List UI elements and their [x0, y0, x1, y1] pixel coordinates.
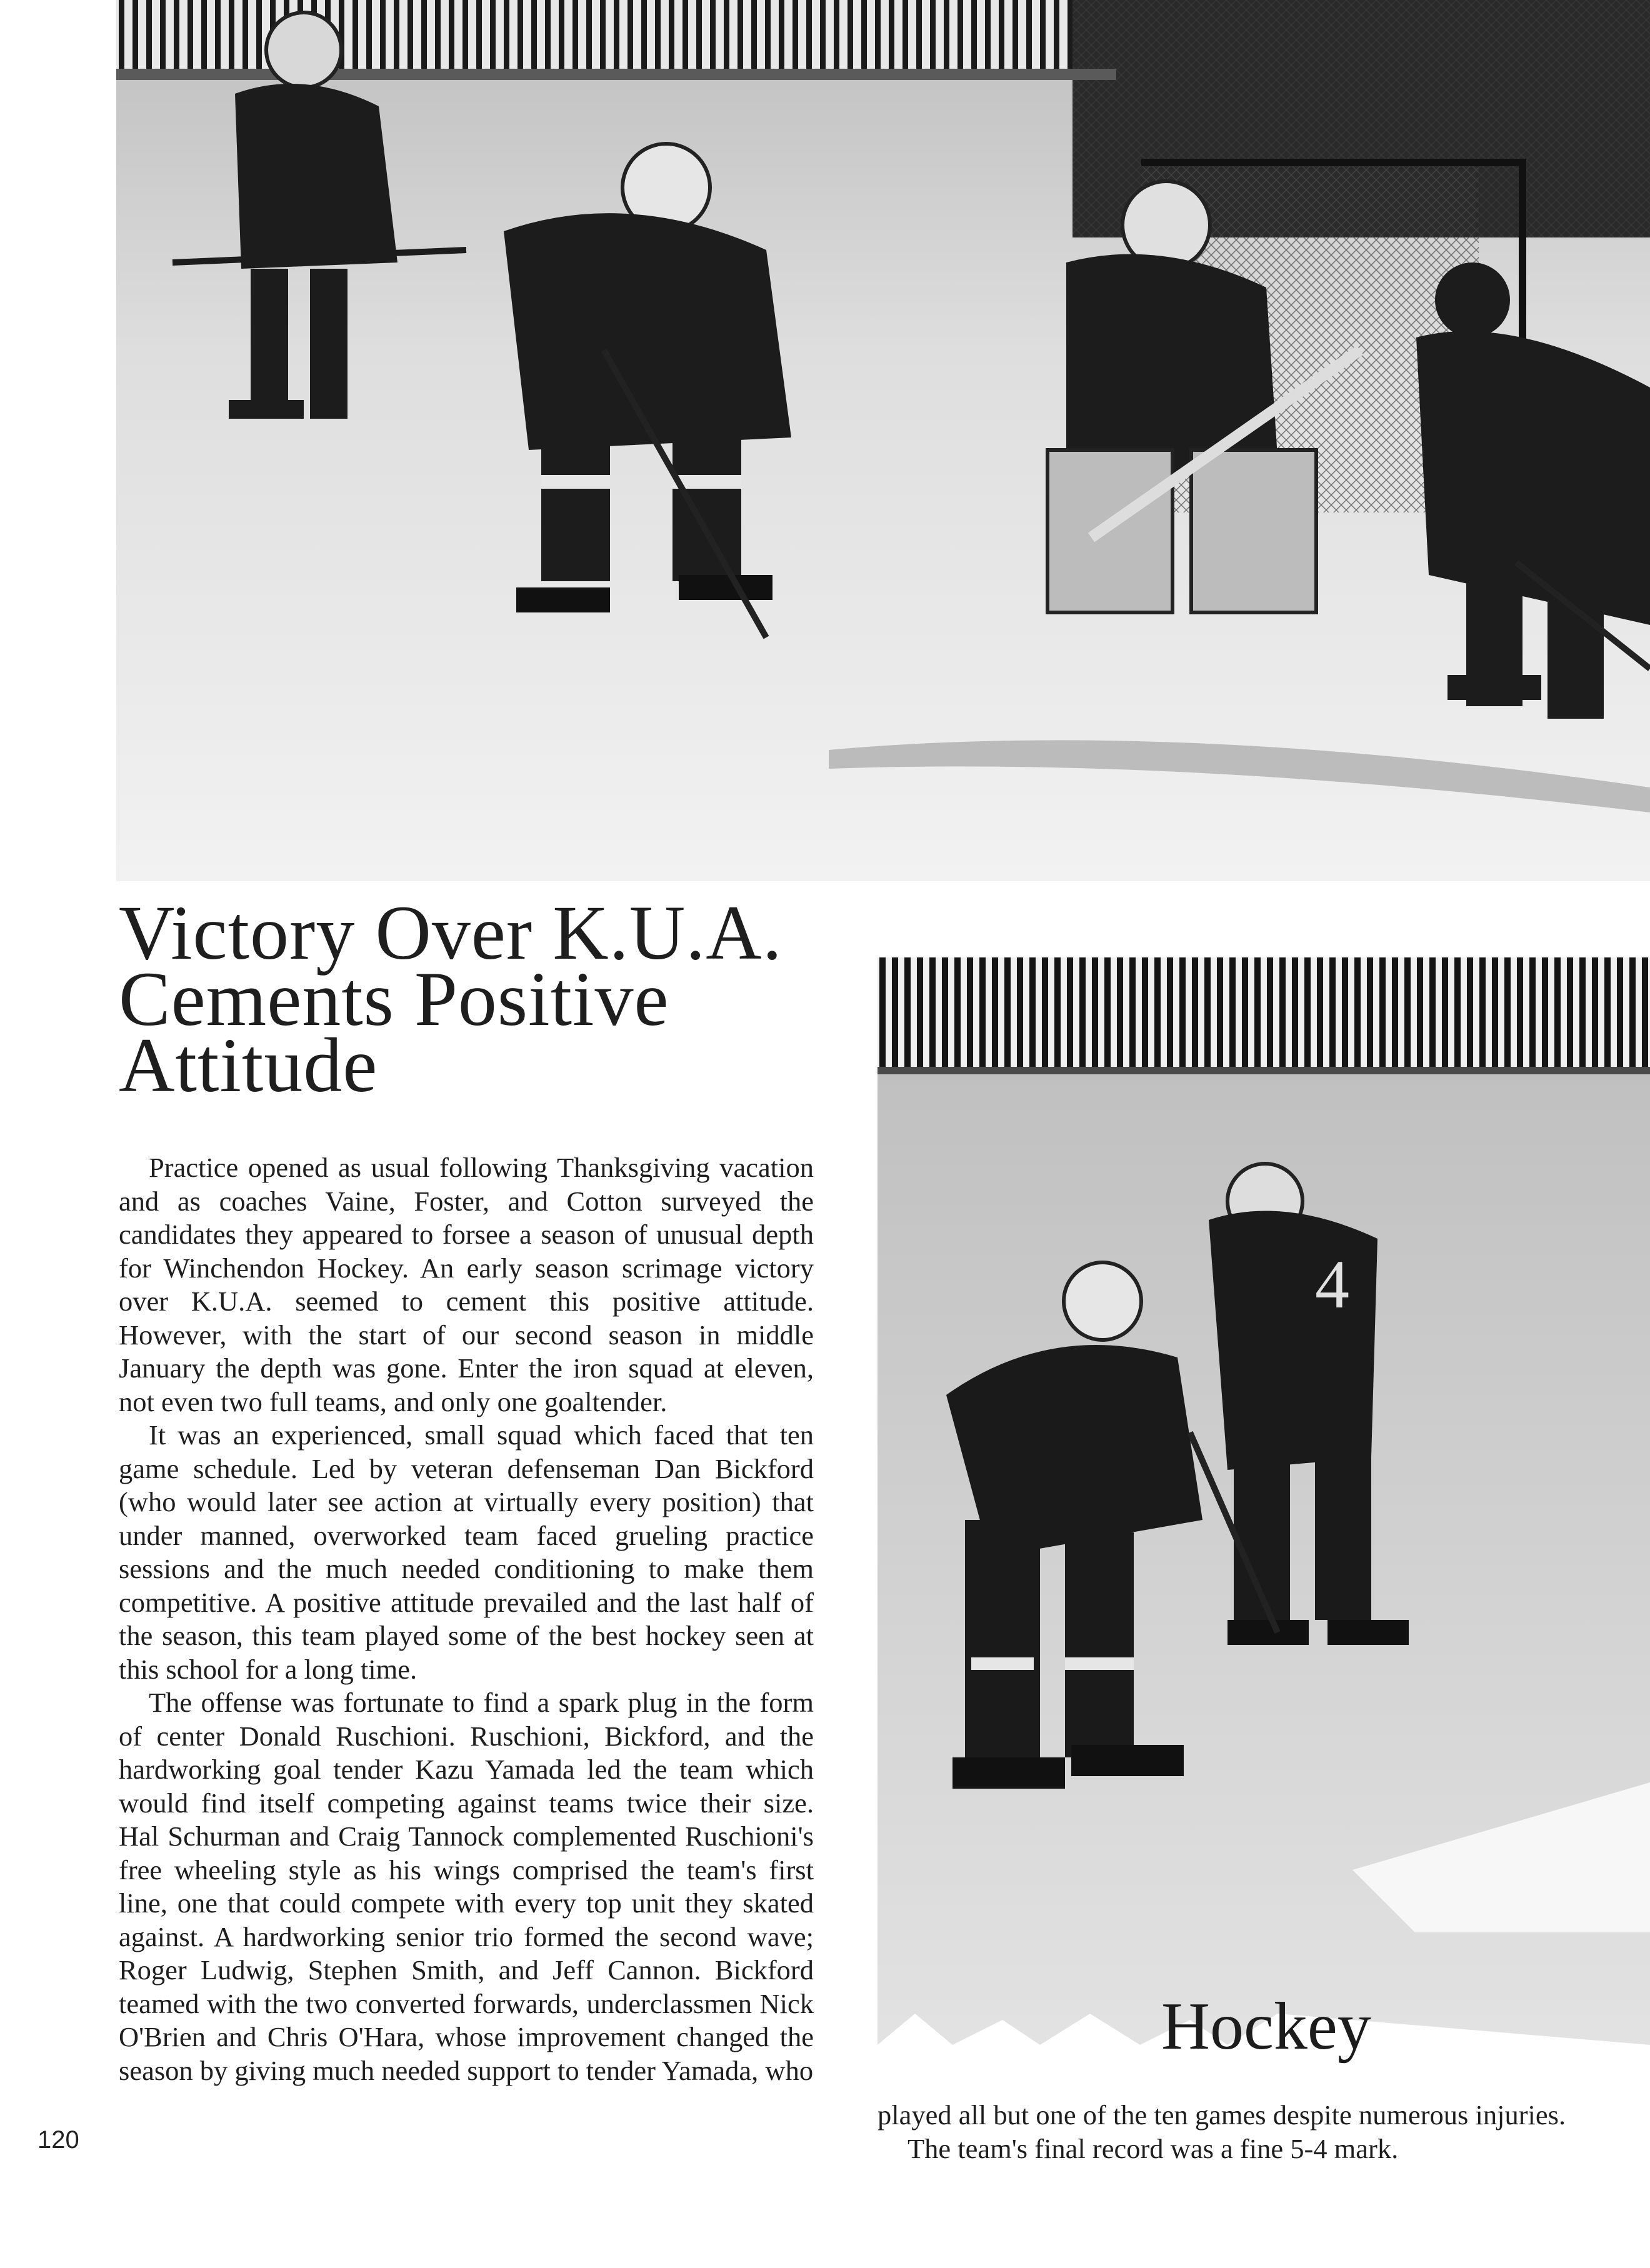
headline-line-3: Attitude — [119, 1022, 378, 1108]
body-paragraph: It was an experienced, small squad which faced that ten game schedule. Led by veteran defenseman Dan Bickford (who would later see action at virtually every position) that under manned, overworked team faced grueling practice sessions and the much needed conditioning to make them competitive. A positive attitude prevailed and the last half of the season, this team played some of the best hockey seen at this school for a long time. — [119, 1419, 814, 1685]
continuation-paragraph: played all but one of the ten games despite numerous injuries. — [878, 2099, 1566, 2131]
article-headline — [119, 890, 869, 1108]
body-paragraph: Practice opened as usual following Thanksgiving vacation and as coaches Vaine, Foster, and Cotton surveyed the candidates they appeared to forsee a season of unusual depth for Winchendon Hockey. An early season scrimage victory over K.U.A. seemed to cement this positive attitude. However, with the start of our second season in middle January the depth was gone. Enter the iron squad at eleven, not even two full teams, and only one goaltender. — [119, 1152, 814, 1417]
article-continuation — [878, 2099, 1585, 2166]
svg-text:4: 4 — [1315, 1246, 1349, 1322]
right-hockey-photo — [878, 957, 1650, 2095]
headline-line-1: Victory Over K.U.A. — [119, 890, 782, 976]
top-hockey-photo — [116, 0, 1650, 881]
photo-label: Hockey — [1161, 1989, 1371, 2064]
headline-line-2: Cements Positive — [119, 956, 669, 1042]
article-body — [119, 1151, 814, 2087]
body-paragraph: The offense was fortunate to find a spark plug in the form of center Donald Ruschioni. Ruschioni, Bickford, and the hardworking goal tender Kazu Yamada led the team which would find itself competing against teams twice their size. Hal Schurman and Craig Tannock complemented Ruschioni's free wheeling style as his wings comprised the team's first line, one that could compete with every top unit they skated against. A hardworking senior trio formed the second wave; Roger Ludwig, Stephen Smith, and Jeff Cannon. Bickford teamed with the two converted forwards, underclassmen Nick O'Brien and Chris O'Hara, whose improvement changed the season by giving much needed support to tender Yamada, who — [119, 1687, 814, 2086]
final-record-paragraph: The team's final record was a fine 5-4 mark. — [908, 2132, 1399, 2164]
page-number: 120 — [38, 2126, 79, 2154]
